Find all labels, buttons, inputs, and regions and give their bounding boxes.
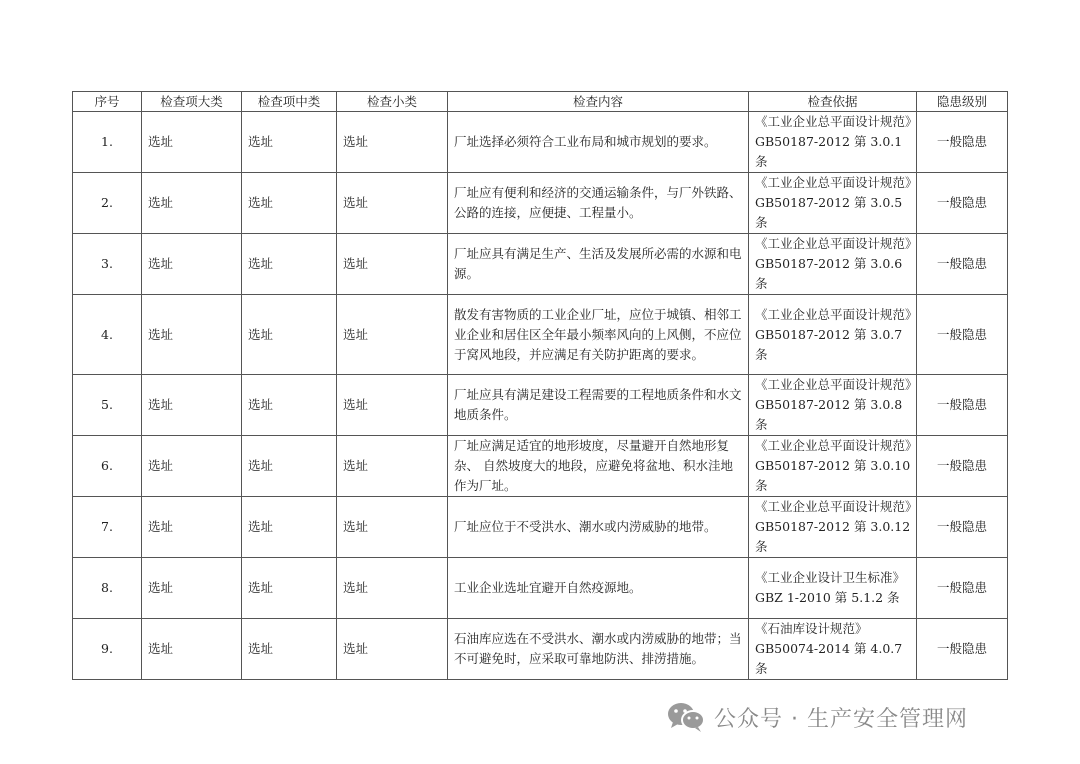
- table-row: [73, 234, 1008, 295]
- row-minor-category: 选址: [337, 558, 448, 619]
- row-middle-category: 选址: [242, 497, 337, 558]
- row-serial: 9.: [73, 619, 142, 680]
- header-content: 检查内容: [448, 92, 749, 112]
- row-major-category: 选址: [142, 173, 242, 234]
- row-serial: 5.: [73, 375, 142, 436]
- row-level: 一般隐患: [917, 375, 1008, 436]
- row-content: 散发有害物质的工业企业厂址，应位于城镇、相邻工业企业和居住区全年最小频率风向的上风侧，不应位于窝风地段，并应满足有关防护距离的要求。: [448, 295, 749, 375]
- row-middle-category: 选址: [242, 112, 337, 173]
- row-basis: 《工业企业总平面设计规范》GB50187-2012 第 3.0.7 条: [749, 295, 917, 375]
- row-minor-category: 选址: [337, 234, 448, 295]
- row-serial: 4.: [73, 295, 142, 375]
- row-middle-category: 选址: [242, 234, 337, 295]
- row-content: 石油库应选在不受洪水、潮水或内涝威胁的地带；当不可避免时，应采取可靠地防洪、排涝措施。: [448, 619, 749, 680]
- row-basis: 《工业企业总平面设计规范》GB50187-2012 第 3.0.5 条: [749, 173, 917, 234]
- row-minor-category: 选址: [337, 436, 448, 497]
- row-middle-category: 选址: [242, 619, 337, 680]
- footer-text: 公众号 · 生产安全管理网: [714, 706, 968, 732]
- table-row: [73, 497, 1008, 558]
- row-serial: 3.: [73, 234, 142, 295]
- row-level: 一般隐患: [917, 234, 1008, 295]
- table-row: [73, 295, 1008, 375]
- wechat-icon: [666, 701, 706, 733]
- hazard-check-table: [72, 91, 1008, 680]
- row-minor-category: 选址: [337, 295, 448, 375]
- row-major-category: 选址: [142, 497, 242, 558]
- row-basis: 《工业企业总平面设计规范》GB50187-2012 第 3.0.6 条: [749, 234, 917, 295]
- row-level: 一般隐患: [917, 497, 1008, 558]
- row-content: 厂址应满足适宜的地形坡度，尽量避开自然地形复杂、 自然坡度大的地段，应避免将盆地、积水洼地作为厂址。: [448, 436, 749, 497]
- header-level: 隐患级别: [917, 92, 1008, 112]
- row-level: 一般隐患: [917, 558, 1008, 619]
- table-row: [73, 619, 1008, 680]
- row-content: 工业企业选址宜避开自然疫源地。: [448, 558, 749, 619]
- row-middle-category: 选址: [242, 436, 337, 497]
- row-content: 厂址应具有满足生产、生活及发展所必需的水源和电源。: [448, 234, 749, 295]
- row-major-category: 选址: [142, 375, 242, 436]
- header-serial: 序号: [73, 92, 142, 112]
- row-middle-category: 选址: [242, 173, 337, 234]
- header-major-category: 检查项大类: [142, 92, 242, 112]
- table-row: [73, 558, 1008, 619]
- row-content: 厂址选择必须符合工业布局和城市规划的要求。: [448, 112, 749, 173]
- row-level: 一般隐患: [917, 295, 1008, 375]
- table-row: [73, 436, 1008, 497]
- row-minor-category: 选址: [337, 112, 448, 173]
- row-content: 厂址应有便利和经济的交通运输条件，与厂外铁路、公路的连接，应便捷、工程量小。: [448, 173, 749, 234]
- header-middle-category: 检查项中类: [242, 92, 337, 112]
- row-major-category: 选址: [142, 558, 242, 619]
- row-serial: 6.: [73, 436, 142, 497]
- row-middle-category: 选址: [242, 295, 337, 375]
- row-basis: 《工业企业总平面设计规范》GB50187-2012 第 3.0.12 条: [749, 497, 917, 558]
- row-serial: 7.: [73, 497, 142, 558]
- row-middle-category: 选址: [242, 375, 337, 436]
- row-level: 一般隐患: [917, 436, 1008, 497]
- row-major-category: 选址: [142, 234, 242, 295]
- table-row: [73, 375, 1008, 436]
- table-row: [73, 112, 1008, 173]
- row-serial: 1.: [73, 112, 142, 173]
- row-middle-category: 选址: [242, 558, 337, 619]
- table-header-row: [73, 92, 1008, 112]
- header-minor-category: 检查小类: [337, 92, 448, 112]
- row-content: 厂址应位于不受洪水、潮水或内涝威胁的地带。: [448, 497, 749, 558]
- row-basis: 《工业企业总平面设计规范》GB50187-2012 第 3.0.8 条: [749, 375, 917, 436]
- row-minor-category: 选址: [337, 375, 448, 436]
- row-major-category: 选址: [142, 436, 242, 497]
- row-content: 厂址应具有满足建设工程需要的工程地质条件和水文地质条件。: [448, 375, 749, 436]
- footer-watermark: [666, 701, 968, 733]
- row-major-category: 选址: [142, 112, 242, 173]
- table-row: [73, 173, 1008, 234]
- row-basis: 《工业企业总平面设计规范》GB50187-2012 第 3.0.10 条: [749, 436, 917, 497]
- header-basis: 检查依据: [749, 92, 917, 112]
- row-level: 一般隐患: [917, 619, 1008, 680]
- row-major-category: 选址: [142, 619, 242, 680]
- row-serial: 2.: [73, 173, 142, 234]
- row-basis: 《工业企业设计卫生标准》GBZ 1-2010 第 5.1.2 条: [749, 558, 917, 619]
- row-major-category: 选址: [142, 295, 242, 375]
- row-basis: 《工业企业总平面设计规范》GB50187-2012 第 3.0.1 条: [749, 112, 917, 173]
- row-minor-category: 选址: [337, 173, 448, 234]
- row-level: 一般隐患: [917, 112, 1008, 173]
- row-level: 一般隐患: [917, 173, 1008, 234]
- row-basis: 《石油库设计规范》GB50074-2014 第 4.0.7 条: [749, 619, 917, 680]
- row-minor-category: 选址: [337, 497, 448, 558]
- row-serial: 8.: [73, 558, 142, 619]
- row-minor-category: 选址: [337, 619, 448, 680]
